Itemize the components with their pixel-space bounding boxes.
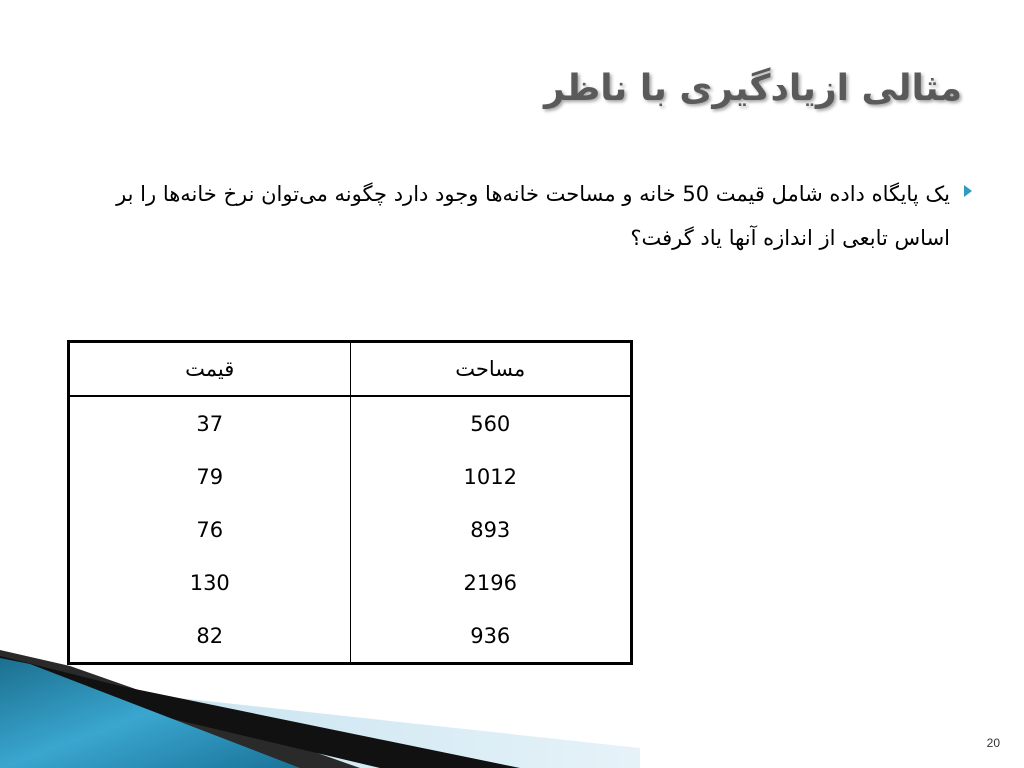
table-header-row (69, 342, 632, 397)
price-cell: 37 (69, 396, 351, 450)
page-number: 20 (986, 736, 1000, 750)
area-cell: 2196 (350, 556, 632, 609)
table-row (69, 396, 632, 450)
price-cell: 76 (69, 503, 351, 556)
table-row (69, 556, 632, 609)
bullet-item (70, 172, 950, 260)
bullet-text: یک پایگاه داده شامل قیمت 50 خانه و مساحت خانه‌ها وجود دارد چگونه می‌توان نرخ خانه‌ها را بر اساس تابعی از اندازه آنها یاد گرفت؟ (116, 182, 950, 250)
price-cell: 82 (69, 609, 351, 664)
price-area-table (67, 340, 633, 665)
price-cell: 130 (69, 556, 351, 609)
slide-title: مثالی ازیادگیری با ناظر (543, 68, 962, 109)
price-cell: 79 (69, 450, 351, 503)
area-cell: 560 (350, 396, 632, 450)
header-area: مساحت (350, 342, 632, 397)
header-price: قیمت (69, 342, 351, 397)
table-row (69, 450, 632, 503)
area-cell: 1012 (350, 450, 632, 503)
area-cell: 893 (350, 503, 632, 556)
corner-decoration (0, 638, 640, 768)
area-cell: 936 (350, 609, 632, 664)
table-row (69, 503, 632, 556)
triangle-bullet-icon (964, 185, 972, 197)
